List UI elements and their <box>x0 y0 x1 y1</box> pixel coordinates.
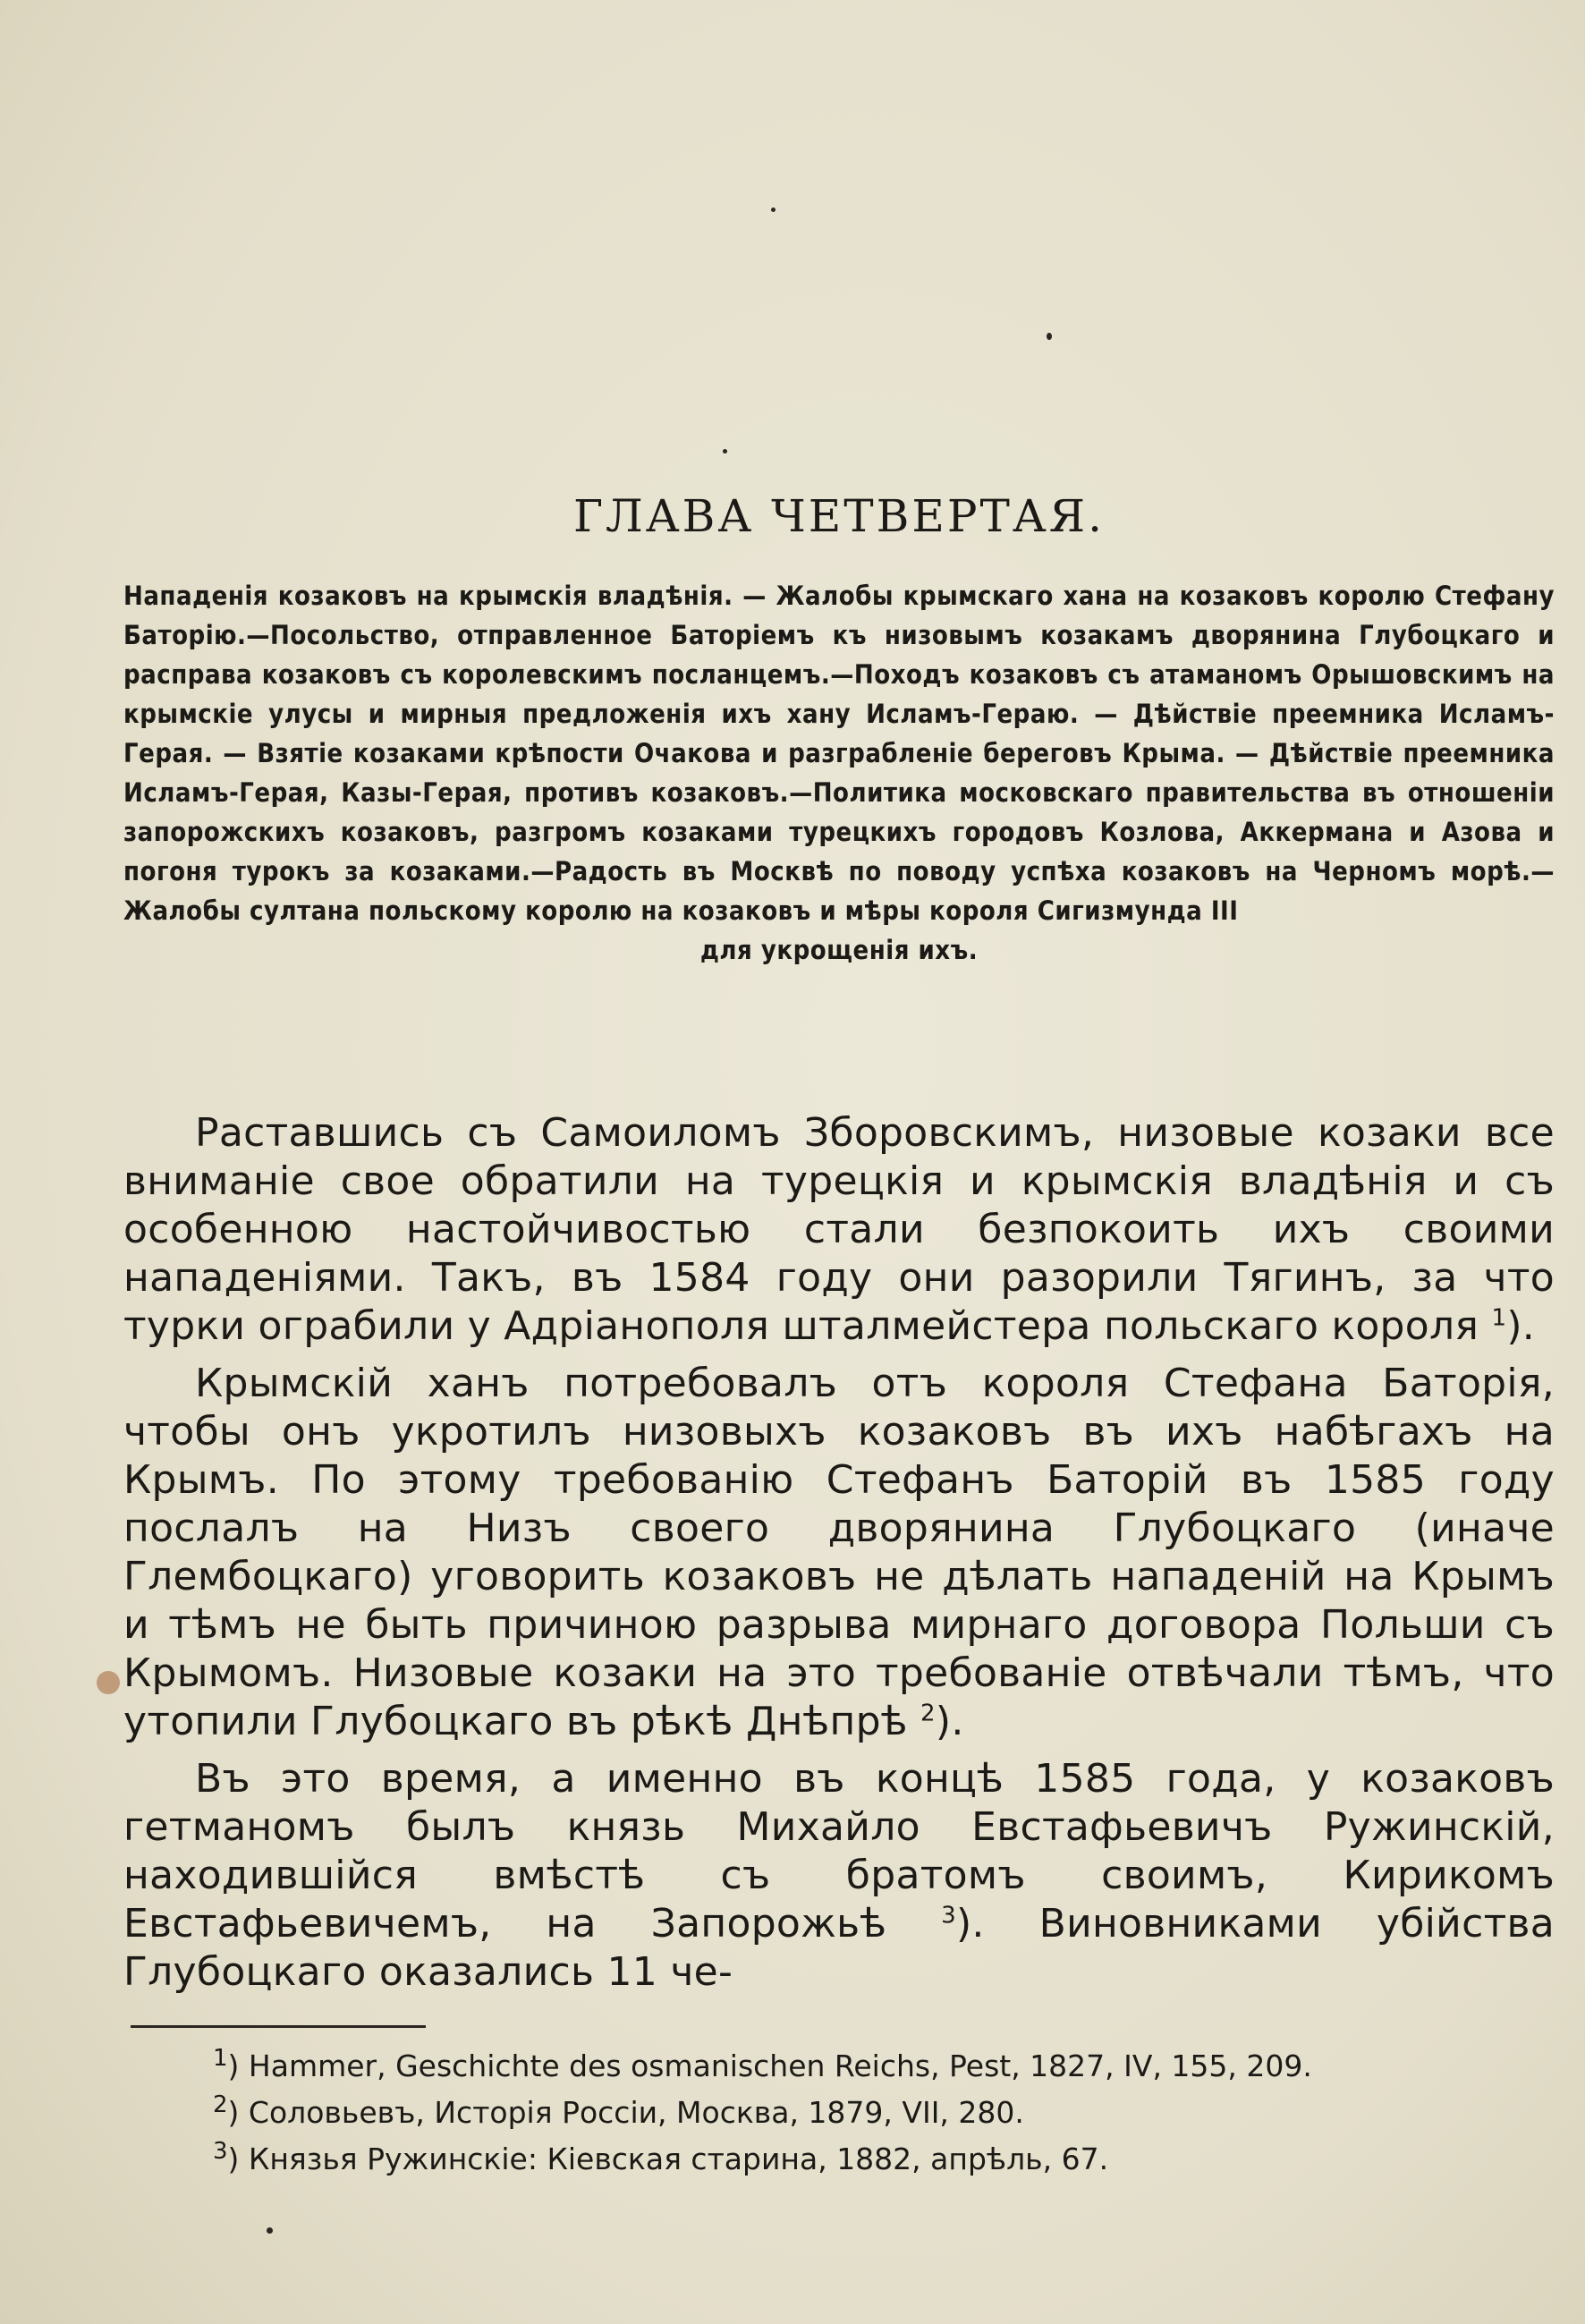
paragraph <box>123 1109 1555 1351</box>
paragraph-tail: ). Виновниками убійства Глубоцкаго оказались 11 че- <box>123 1901 1555 1995</box>
chapter-summary <box>123 576 1555 970</box>
paragraph-tail: ). <box>1506 1303 1536 1349</box>
footnotes <box>213 2043 1555 2183</box>
chapter-title: ГЛАВА ЧЕТВЕРТАЯ. <box>572 489 1106 542</box>
paragraph <box>123 1755 1555 1997</box>
paragraph <box>123 1360 1555 1746</box>
ink-speck <box>771 208 776 212</box>
footnote-ref: 1 <box>1491 1304 1507 1332</box>
footnote-ref: 2 <box>920 1700 936 1727</box>
footnote-ref: 3 <box>941 1902 956 1930</box>
summary-text: Нападенія козаковъ на крымскія владѣнія. — Жалобы крымскаго хана на козаковъ королю Стефану Баторію.—Посольство, отправленное Баторіемъ къ низовымъ козакамъ дворянина Глубоцкаго и расправа козаковъ съ королевскимъ посланцемъ.—Походъ козаковъ съ атаманомъ Орышовскимъ на крымскіе улусы и мирныя предложенія ихъ хану Исламъ-Гераю. — Дѣйствіе преемника Исламъ-Герая. — Взятіе козаками крѣпости Очакова и разграбленіе береговъ Крыма. — Дѣйствіе преемника Исламъ-Герая, Казы-Герая, противъ козаковъ.—Политика московскаго правительства въ отношеніи запорожскихъ козаковъ, разгромъ козаками турецкихъ городовъ Козлова, Аккермана и Азова и погоня турокъ за козаками.—Радость въ Москвѣ по поводу успѣха козаковъ на Черномъ морѣ.—Жалобы султана польскому королю на козаковъ и мѣры короля Сигизмунда III <box>123 581 1555 926</box>
paragraph-tail: ). <box>935 1699 964 1744</box>
main-text <box>123 1109 1555 2006</box>
footnote-mark: 3 <box>213 2138 228 2165</box>
paper-stain <box>97 1671 120 1694</box>
ink-speck <box>267 2227 273 2234</box>
paragraph-text: Крымскій ханъ потребовалъ отъ короля Стефана Баторія, чтобы онъ укротилъ низовыхъ козаковъ въ ихъ набѣгахъ на Крымъ. По этому требованію Стефанъ Баторій въ 1585 году послалъ на Низъ своего дворянина Глубоцкаго (иначе Глембоцкаго) уговорить козаковъ не дѣлать нападеній на Крымъ и тѣмъ не быть причиною разрыва мирнаго договора Польши съ Крымомъ. Низовые козаки на это требованіе отвѣчали тѣмъ, что утопили Глубоцкаго въ рѣкѣ Днѣпрѣ <box>123 1361 1555 1744</box>
ink-speck <box>723 449 727 454</box>
summary-last-line: для укрощенія ихъ. <box>699 935 979 965</box>
footnote <box>213 2090 1555 2136</box>
footnote-text: ) Hammer, Geschichte des osmanischen Reichs, Pest, 1827, IV, 155, 209. <box>227 2048 1312 2083</box>
footnote-text: ) Князья Ружинскіе: Кіевская старина, 1882, апрѣль, 67. <box>227 2142 1109 2176</box>
ink-speck <box>1047 333 1052 340</box>
footnote-mark: 2 <box>213 2091 228 2118</box>
paragraph-text: Въ это время, а именно въ концѣ 1585 года, у козаковъ гетманомъ былъ князь Михайло Евстафьевичъ Ружинскій, находившійся вмѣстѣ съ братомъ своимъ, Кирикомъ Евстафьевичемъ, на Запорожьѣ <box>123 1756 1555 1947</box>
book-page <box>123 0 1555 2324</box>
footnote-mark: 1 <box>213 2045 228 2072</box>
footnote <box>213 2043 1555 2090</box>
paragraph-text: Раставшись съ Самоиломъ Зборовскимъ, низовые козаки все вниманіе свое обратили на турецкія и крымскія владѣнія и съ особенною настойчивостью стали безпокоить ихъ своими нападеніями. Такъ, въ 1584 году они разорили Тягинъ, за что турки ограбили у Адріанополя шталмейстера польскаго короля <box>123 1110 1555 1349</box>
footnote-divider <box>131 2025 426 2028</box>
footnote <box>213 2136 1555 2183</box>
footnote-text: ) Соловьевъ, Исторія Россіи, Москва, 1879, VII, 280. <box>227 2095 1024 2130</box>
